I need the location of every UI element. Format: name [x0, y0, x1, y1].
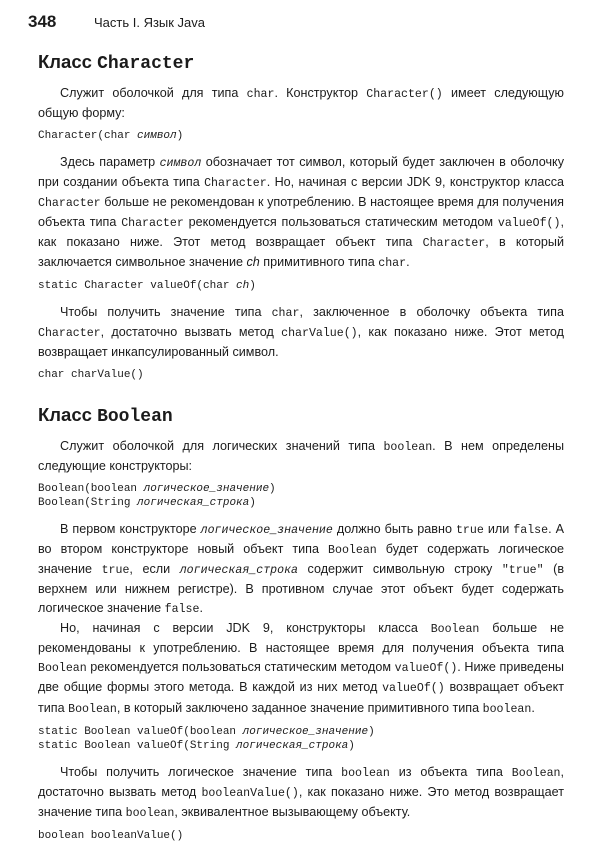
paragraph: Но, начиная с версии JDK 9, конструкторы класса Boolean больше не рекомендованы к употреблению. В настоящее время для получения объекта типа Boolean рекомендуется пользоваться статическим методом valueOf(). Ниже приведены две общие формы этого метода. В каждой из них метод valueOf() возвращает объект типа Boolean, в который заключено заданное значение примитивного типа boolean.: [38, 621, 564, 716]
book-page: [28, 12, 565, 842]
section-title-character: Класс Character: [38, 51, 195, 74]
page-number: 348: [28, 12, 57, 31]
running-title: Часть I. Язык Java: [94, 15, 206, 30]
paragraph: Здесь параметр символ обозначает тот символ, который будет заключен в оболочку при создании объекта типа Character. Но, начиная с версии JDK 9, конструктор класса Character больше не рекомендован к употреблению. В настоящее время для получения объекта типа Character рекомендуется пользоваться статическим методом valueOf(), как показано ниже. Этот метод возвращает объект типа Character, в который заключается символьное значение ch примитивного типа char.: [38, 154, 564, 271]
code-block: static Character valueOf(char ch): [38, 280, 256, 293]
section-title-boolean: Класс Boolean: [38, 403, 173, 427]
code-block: char charValue(): [38, 369, 144, 382]
paragraph: Чтобы получить логическое значение типа boolean из объекта типа Boolean, достаточно вызвать метод booleanValue(), как показано ниже. Это метод возвращает значение типа boolean, эквивалентное вызывающему объекту.: [38, 764, 564, 820]
page-header: [28, 12, 564, 34]
code-block: Boolean(boolean логическое_значение) Boolean(String логическая_строка): [38, 482, 276, 510]
paragraph: В первом конструкторе логическое_значение должно быть равно true или false. А во втором конструкторе новый объект типа Boolean будет содержать логическое значение true, если логическая_строка содержит символьную строку "true" (в верхнем или нижнем регистре). В противном случае этот объект будет содержать логическое значение false.: [38, 521, 565, 617]
paragraph: Служит оболочкой для логических значений типа boolean. В нем определены следующие конструкторы:: [38, 438, 564, 473]
code-block: Character(char символ): [38, 130, 184, 143]
paragraph: Чтобы получить значение типа char, заключенное в оболочку объекта типа Character, достаточно вызвать метод charValue(), как показано ниже. Этот метод возвращает инкапсулированный символ.: [38, 304, 564, 359]
code-block: static Boolean valueOf(boolean логическое_значение) static Boolean valueOf(String логическая_строка): [38, 725, 375, 753]
code-block: boolean booleanValue(): [38, 829, 184, 842]
paragraph: Служит оболочкой для типа char. Конструктор Character() имеет следующую общую форму:: [38, 86, 564, 121]
